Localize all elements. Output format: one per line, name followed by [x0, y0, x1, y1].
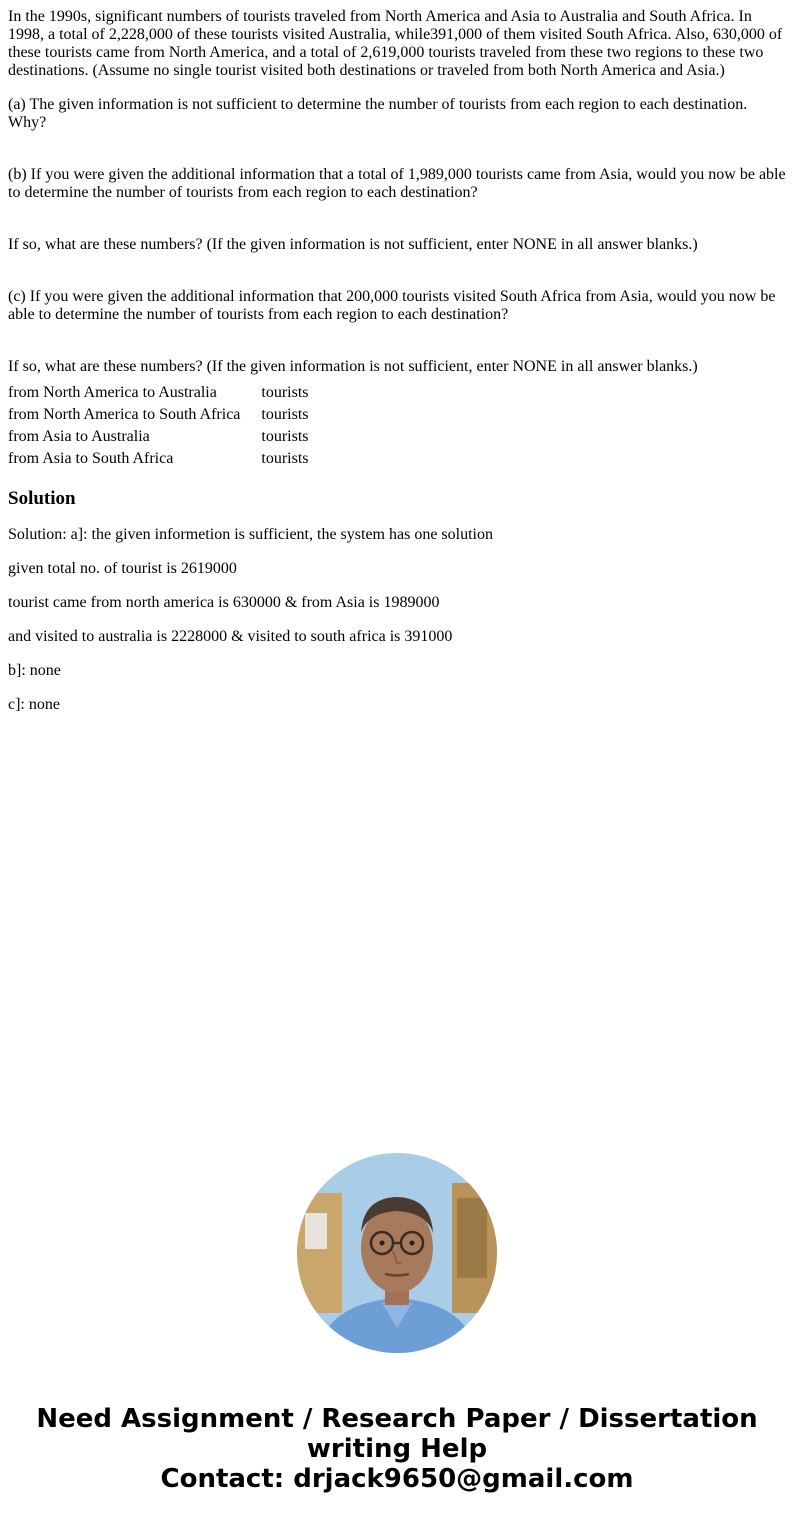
table-row [8, 428, 309, 446]
answer-label: from Asia to Australia [8, 428, 150, 445]
question-part-c-followup: If so, what are these numbers? (If the given information is not sufficient, enter NONE in all answer blanks.) [8, 358, 698, 375]
solution-heading: Solution [8, 488, 76, 509]
table-row [8, 406, 309, 424]
promo-line: Need Assignment / Research Paper / Dissertation [36, 1404, 758, 1434]
solution-line: and visited to australia is 2228000 & visited to south africa is 391000 [8, 628, 453, 645]
solution-line: Solution: a]: the given informetion is sufficient, the system has one solution [8, 526, 493, 543]
solution-line: c]: none [8, 696, 60, 713]
answer-label: from North America to South Africa [8, 406, 241, 423]
question-part-b: (b) If you were given the additional information that a total of 1,989,000 tourists came from Asia, would you now be able to determine the number of tourists from each region to each destination? [8, 166, 786, 201]
solution-line: tourist came from north america is 630000 & from Asia is 1989000 [8, 594, 440, 611]
answer-label: from North America to Australia [8, 384, 217, 401]
solution-line: given total no. of tourist is 2619000 [8, 560, 237, 577]
answer-table [5, 380, 312, 472]
document-body [8, 8, 788, 730]
question-part-a: (a) The given information is not sufficient to determine the number of tourists from each region to each destination. Why? [8, 96, 748, 131]
question-part-c: (c) If you were given the additional information that 200,000 tourists visited South Africa from Asia, would you now be able to determine the number of tourists from each region to each destination? [8, 288, 776, 323]
solution-line: b]: none [8, 662, 61, 679]
promo-contact: Contact: drjack9650@gmail.com [160, 1464, 634, 1494]
question-part-b-followup: If so, what are these numbers? (If the given information is not sufficient, enter NONE in all answer blanks.) [8, 236, 698, 253]
answer-unit: tourists [261, 384, 309, 401]
answer-unit: tourists [261, 450, 309, 467]
avatar-portrait [297, 1153, 497, 1353]
answer-unit: tourists [261, 428, 309, 445]
answer-label: from Asia to South Africa [8, 450, 174, 467]
table-row [8, 450, 309, 468]
promo-banner [0, 1404, 794, 1494]
table-row [8, 384, 309, 402]
question-intro: In the 1990s, significant numbers of tourists traveled from North America and Asia to Australia and South Africa. In 1998, a total of 2,228,000 of these tourists visited Australia, while391,000 of them visited South Africa. Also, 630,000 of these tourists came from North America, and a total of 2,619,000 tourists traveled from these two regions to these two destinations. (Assume no single tourist visited both destinations or traveled from both North America and Asia.) [8, 8, 783, 79]
promo-line: writing Help [306, 1434, 488, 1464]
author-avatar [297, 1153, 497, 1353]
answer-unit: tourists [261, 406, 309, 423]
